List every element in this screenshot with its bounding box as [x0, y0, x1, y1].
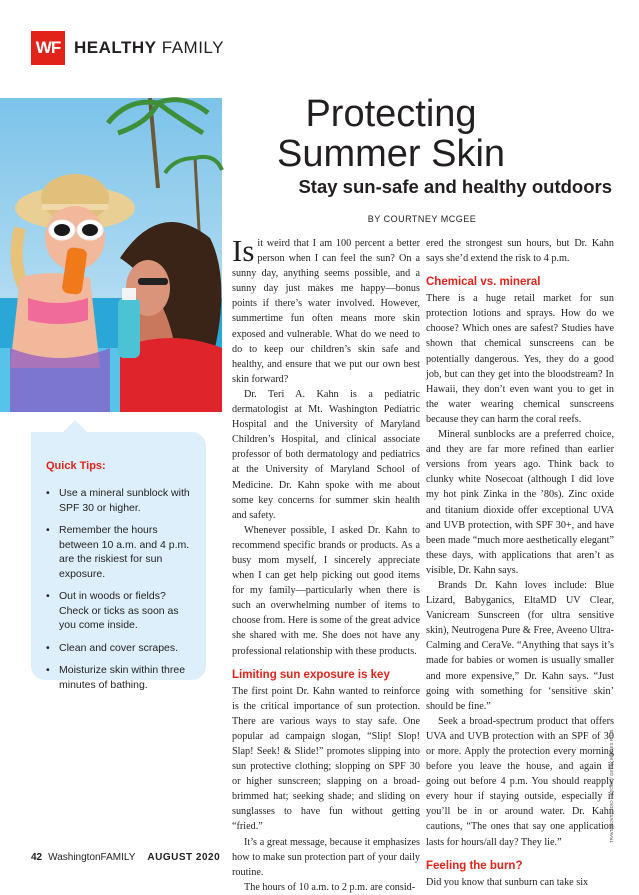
article-paragraph: It’s a great message, because it emphasizes how to make sun protection part of your daily routine.: [232, 836, 420, 878]
drop-cap: Is: [232, 233, 255, 268]
page-footer: [31, 852, 220, 863]
quick-tips-list: [46, 486, 194, 692]
article-paragraph: Seek a broad-spectrum product that offers UVA and UVB protection with an SPF of 30 or more. Apply the protection every morning before you leave the house, and again if going out before 4 p.m. You should reapply every hour if staying outside, especially if you’ll be in or around water. Dr. Kahn cautions, “The ones that say one application lasts for hours/all day? They lie.”: [426, 715, 614, 848]
wf-logo: WF: [31, 31, 65, 65]
article-paragraph: Dr. Teri A. Kahn is a pediatric dermatologist at Mt. Washington Pediatric Hospital and the University of Maryland Children’s Hospital, and clinical associate professor of both dermatology and pediatrics at the University of Maryland School of Medicine. Dr. Kahn spoke with me about some key concerns for summer skin health and safety.: [232, 388, 420, 521]
article-heading: [232, 94, 612, 198]
article-paragraph: There is a huge retail market for sun protection lotions and sprays. How do we choose? Which ones are safest? Studies have shown that chemical sunscreens can be potentially dangerous. Yes, they do a good job, but can they get into the bloodstream? In Hawaii, they don’t even want you to get in the water wearing chemical sunscreens because they can harm the coral reefs.: [426, 293, 614, 425]
section-heading: Feeling the burn?: [426, 859, 523, 872]
section-brand: HEALTHY FAMILY: [74, 38, 224, 57]
article-subtitle: Stay sun-safe and healthy outdoors: [298, 176, 612, 197]
photo-credit: TRAVNIKOVSTUDIO / ISTOCK / GETTY IMAGES PLUS: [609, 729, 614, 843]
issue-date: AUGUST 2020: [147, 852, 221, 863]
page-number: 42: [31, 852, 43, 863]
article-paragraph: Is it weird that I am 100 percent a better person when I can feel the sun? On a sunny day, anything seems possible, and a sunny day just makes me happy—bonus points if there’s water involved. However, summertime fun often means more skin exposed and vulnerable. What do we need to do to keep our children’s skin safe and healthy, and ensure that we put our own best skin forward?: [232, 233, 420, 385]
article-paragraph: Did you know that sunburn can take six: [426, 876, 589, 888]
quick-tip: • Clean and cover scrapes.: [46, 641, 194, 656]
article-paragraph: Mineral sunblocks are a preferred choice, and they are far more refined than earlier versions from years ago. Think back to clunky white Nosecoat (although I did love my hot pink Zinka in the ’80s). Zinc oxide and titanium dioxide offer exceptional UVA and UVB protection, with SPF 30+, and have been made “much more aesthetically elegant” these days, with applications that aren’t as visible, Dr. Kahn says.: [426, 429, 614, 576]
section-header: [31, 30, 224, 66]
quick-tip: • Moisturize skin within three minutes of bathing.: [46, 663, 194, 692]
article-column-2: [426, 236, 614, 888]
article-paragraph: The hours of 10 a.m. to 2 p.m. are consid-: [244, 881, 416, 893]
article-paragraph: ered the strongest sun hours, but Dr. Kahn says she’d extend the risk to 4 p.m.: [426, 238, 614, 265]
section-heading: Chemical vs. mineral: [426, 276, 541, 289]
article-paragraph: Whenever possible, I asked Dr. Kahn to recommend specific brands or products. As a busy mom myself, I sincerely appreciate when I can get help picking out good items for my family—particularly when there is such an overwhelming number of items to choose from. Here is some of the great advice she shared with me. She does not have any professional relationship with these products.: [232, 524, 420, 657]
article-photo: [0, 98, 222, 412]
quick-tips-box: [31, 432, 206, 691]
article-byline: BY COURTNEY MCGEE: [367, 214, 477, 224]
article-paragraph: The first point Dr. Kahn wanted to reinforce is the critical importance of sun protection. There are various ways to stay safe. One popular ad campaign slogan, “Slip! Slop! Slap! Seek! & Slide!” promotes slipping into sun protective clothing; slopping on SPF 30 or higher sunscreen; slapping on a broad-brimmed hat; seeking shade; and sliding on sunglasses to have fun without getting “fried.”: [232, 685, 420, 833]
quick-tip: • Remember the hours between 10 a.m. and 4 p.m. are the riskiest for sun exposure.: [46, 523, 194, 581]
article-title: Protecting Summer Skin: [276, 93, 506, 175]
quick-tip: • Out in woods or fields? Check or ticks as soon as you come inside.: [46, 589, 194, 633]
section-heading: Limiting sun exposure is key: [232, 668, 390, 681]
quick-tip: • Use a mineral sunblock with SPF 30 or higher.: [46, 486, 194, 515]
publication-name: WashingtonFAMILY: [48, 852, 136, 863]
article-paragraph: Brands Dr. Kahn loves include: Blue Lizard, Babyganics, EltaMD UV Clear, Vanicream Sunscreen (for ultra sensitive skin), Neutrogena Pure & Free, Aveeno Ultra-Calming and CeraVe. “Anything that says it’s made for babies or women is usually smaller and more expensive,” Dr. Kahn says. “Just going with something for ‘sensitive skin’ should be fine.”: [426, 579, 614, 712]
quick-tips-title: Quick Tips:: [46, 460, 106, 472]
article-column-1: [232, 233, 420, 893]
